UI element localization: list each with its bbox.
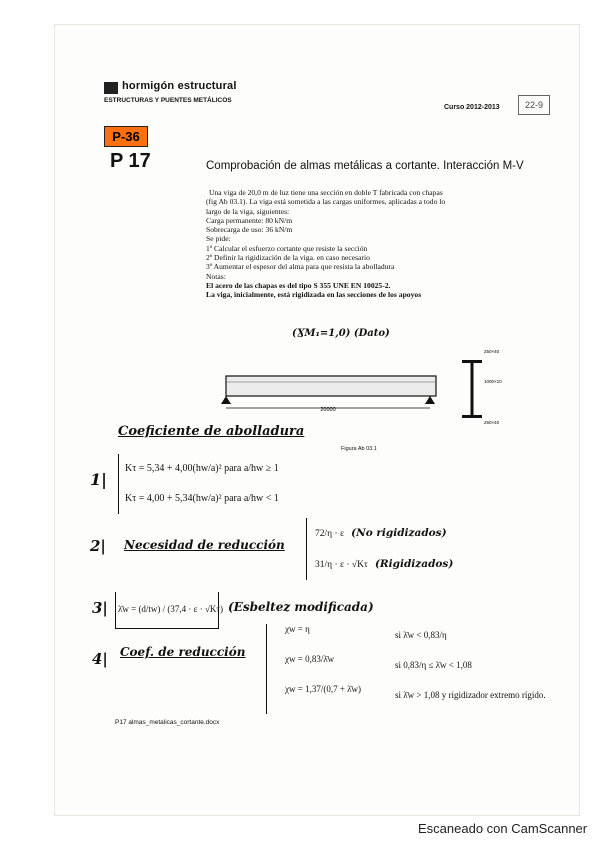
span-label: 20000 <box>320 407 336 413</box>
course-label: Curso 2012-2013 <box>444 104 500 111</box>
file-name: P17 almas_metalicas_cortante.docx <box>115 719 220 726</box>
section2-formulas <box>306 518 453 580</box>
statement-line: Sobrecarga de uso: 36 kN/m <box>206 225 293 235</box>
web <box>471 363 474 415</box>
formula-condition: si λ̄w < 0,83/η <box>395 630 447 640</box>
top-flange <box>462 360 482 363</box>
formula-condition: si 0,83/η ≤ λ̄w < 1,08 <box>395 660 472 670</box>
section3-formula: λ̄w = (d/tw) / (37,4 · ε · √Kτ) <box>118 604 224 614</box>
section4-number: 4| <box>92 650 108 668</box>
left-support-icon <box>221 396 231 404</box>
statement-bold-line: La viga, inicialmente, está rigidizada en las secciones de los apoyos <box>206 290 422 300</box>
formula-line: 72/η · ε <box>315 529 345 539</box>
figure-caption: Figura Ab 03.1 <box>341 446 377 452</box>
section1-number: 1| <box>90 470 107 489</box>
handwritten-note: (Rigidizados) <box>374 558 454 570</box>
statement-line: 1º Calcular el esfuerzo cortante que resiste la sección <box>206 243 368 253</box>
problem-number: P 17 <box>110 150 151 172</box>
problem-ref-tag: P-36 <box>104 126 148 147</box>
section2-heading: Necesidad de reducción <box>124 538 285 552</box>
statement-line: Carga permanente: 80 kN/m <box>206 215 293 225</box>
statement-bold-line: El acero de las chapas es del tipo S 355 UNE EN 10025-2. <box>206 280 391 290</box>
scanner-watermark: Escaneado con CamScanner <box>418 821 588 836</box>
logo-subtitle: ESTRUCTURAS Y PUENTES METÁLICOS <box>104 97 232 104</box>
statement-line: Se pide: <box>206 234 231 244</box>
formula-line: 31/η · ε · √Kτ <box>315 560 368 570</box>
problem-title: Comprobación de almas metálicas a cortante. Interacción M-V <box>206 160 524 172</box>
beam-body <box>226 376 436 396</box>
logo-title: hormigón estructural <box>122 80 237 92</box>
formula-line: Kτ = 4,00 + 5,34(hw/a)² para a/hw < 1 <box>125 493 279 504</box>
statement-line: Una viga de 20,0 m de luz tiene una sección en doble T fabricada con chapas <box>209 188 443 197</box>
section4-formulas <box>266 624 565 714</box>
beam-figure <box>218 338 502 428</box>
right-support-icon <box>425 396 435 404</box>
section3-note: (Esbeltez modificada) <box>228 600 374 614</box>
problem-statement <box>206 188 506 300</box>
statement-line: 2º Definir la rigidización de la viga. en caso necesario <box>206 253 370 263</box>
formula-line: χw = η <box>285 624 310 634</box>
section-label: 250×40 <box>484 349 500 354</box>
formula-condition: si λ̄w > 1,08 y rigidizador extremo rígido. <box>395 690 546 700</box>
statement-line: (fig Ab 03.1). La viga está sometida a las cargas uniformes, aplicadas a todo lo <box>206 197 446 207</box>
handwritten-note: (No rigidizados) <box>351 527 447 539</box>
formula-line: χw = 0,83/λ̄w <box>285 654 335 664</box>
formula-line: χw = 1,37/(0,7 + λ̄w) <box>285 684 362 694</box>
statement-line: largo de la viga, siguientes: <box>206 206 290 216</box>
formula-line: Kτ = 5,34 + 4,00(hw/a)² para a/hw ≥ 1 <box>125 463 279 474</box>
section-label: 1000×10 <box>484 379 502 384</box>
section4-heading: Coef. de reducción <box>120 645 246 659</box>
statement-line: Notas: <box>206 271 226 281</box>
section1-heading: Coeficiente de abolladura <box>118 424 305 439</box>
section2-number: 2| <box>90 537 106 555</box>
stamp-box: 22-9 <box>518 95 550 115</box>
logo-icon <box>104 82 118 94</box>
section-label: 250×40 <box>484 420 500 425</box>
bottom-flange <box>462 415 482 418</box>
section3-number: 3| <box>92 599 108 617</box>
statement-line: 3º Aumentar el espesor del alma para que resista la abolladura <box>206 262 395 272</box>
handwritten-note: (ƔM₁=1,0) (Dato) <box>292 328 390 339</box>
section1-formulas <box>118 452 279 514</box>
